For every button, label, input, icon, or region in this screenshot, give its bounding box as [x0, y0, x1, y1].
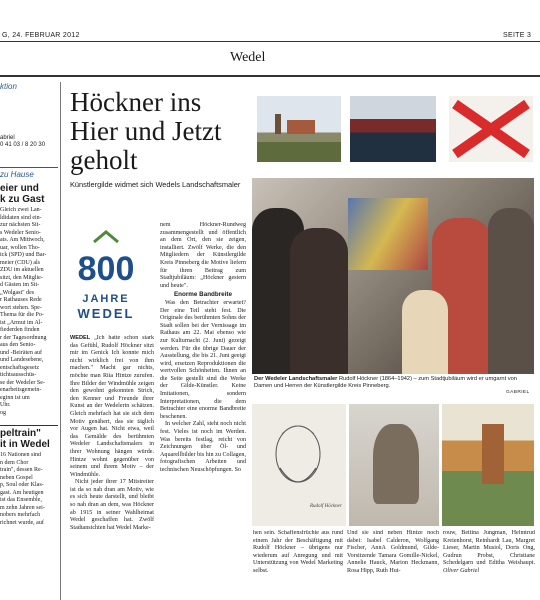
sculpture-shape — [373, 424, 419, 504]
person-silhouette — [290, 228, 348, 374]
article-column-2: nem Höckner-Rundweg zusammengestellt und öffentlich an dem Ort, den sie zeigen, installiert. Zwölf Werke, die den Mitgliedern der Künstlergilde Kreis Pinneberg die Motive liefern für ihren Beitrag zum Stadtjubiläum: „Höckner gestern und heute". Enorme Bandbreite Was den Betrachter erwartet? Der eine Teil steht fest. Die Originale des berühmten Sohns der Stadt sollen bei der Vernissage im Rathaus am 22. Mai ebenso wie zur Kulturnacht (2. Juni) gezeigt werden. Für die übrige Dauer der Ausstellung, die bis 21. Juni geeigt wird, ersetzen Reproduktionen die wertvollen Schönheiten. Ihnen an die Seite gestellt sind die Werke der Gilde-Künstler. Keine Imitationen, sondern Interpretationen, die dem Betrachter eine enorme Bandbreite beschenen. In welcher Zahl, steht noch nicht fest. Vieles ist noch im Werden. Was bereits festlag, reicht von Zeichnungen über Öl- und Aquarellbilder bis hin zu Collagen, fotografischen Arbeiten und technischen Neuschöpfungen. So — [160, 222, 246, 473]
left-body-2 — [0, 452, 58, 527]
logo-number-graphic — [72, 228, 140, 288]
contact-name: abriel — [0, 135, 15, 141]
left-body-line: ist „Armut im Al- — [0, 319, 43, 326]
left-body-line: eginn ist um — [0, 394, 30, 401]
painting-thumbnail-2 — [350, 96, 436, 162]
group-photo — [252, 178, 534, 374]
photo-caption: Der Wedeler Landschaftsmaler Rudolf Höckner (1864–1942) – zum Stadtjubiläum wird er umgarnt von Damen und Herren der Künstlergilde Kreis Pinneberg. — [254, 376, 517, 389]
svg-text:800: 800 — [77, 250, 135, 288]
left-body-line: ats. Am Mittwoch, — [0, 237, 45, 243]
left-headline-2: peltrain" it in Wedel — [0, 425, 58, 450]
left-headline-1: eier und k zu Gast — [0, 183, 45, 205]
left-body-line: ick (SPD) und Bar- — [0, 252, 47, 258]
left-body-line: zur nächsten Sit- — [0, 222, 41, 228]
section-title: Wedel — [230, 50, 266, 65]
painting-thumbnail-3 — [449, 96, 533, 162]
left-body-line: entschaftsgesetz — [0, 364, 39, 371]
article-column-5: rouw, Bettina Jungman, Helmtrud Kreienhorst, Reinhardt Lau, Margret Lieser, Martin Musiol, Doris Ong, Gudrun Probst, Christiane Schedelgarn und Editha Weishaupt. Oliver Gabriel — [443, 530, 535, 574]
left-body-line: sitzt, den Mitglie- — [0, 274, 43, 281]
painting-figure-shape — [482, 424, 504, 484]
left-body-line: meier (CDU) als — [0, 259, 40, 266]
page-number: SEITE 3 — [503, 32, 532, 39]
logo-word-jahre: JAHRE — [82, 293, 130, 305]
left-body-line: Gleich zwei Lan- — [0, 207, 42, 213]
left-body-line: 16 Nationen sind — [0, 452, 41, 458]
left-body-line: Thema für die Po- — [0, 312, 44, 318]
painting-on-easel — [348, 198, 428, 270]
left-body-line: se der Wedeler Se- — [0, 379, 45, 386]
left-body-line: p, Soul oder Klas- — [0, 482, 44, 488]
wedel-800-logo — [72, 228, 140, 330]
kicker-home: zu Hause — [0, 167, 58, 179]
sculpture-image — [349, 404, 439, 526]
red-x-mark — [449, 96, 533, 162]
sketch-signature: Rudolf Höckner — [310, 504, 342, 509]
contact-phone: 0 41 03 / 8 20 30 — [0, 142, 46, 148]
person-silhouette — [402, 290, 448, 374]
article-headline: Höckner ins Hier und Jetzt geholt — [70, 87, 222, 175]
left-body-line: Uhr. — [0, 402, 11, 408]
houses-shape — [287, 120, 315, 134]
left-body-line: d Gästen im Sit- — [0, 282, 40, 288]
left-body-line: tichtsausschüs- — [0, 372, 37, 378]
left-body-line: wort stehen. Spe- — [0, 304, 42, 311]
left-column — [0, 82, 58, 600]
left-body-line: gast. Am heutigen — [0, 489, 44, 496]
kicker: ktion — [0, 82, 17, 91]
left-body-1 — [0, 207, 58, 417]
left-body-line: train", dessen Re- — [0, 467, 43, 473]
left-body-line: s Wedeler Senio- — [0, 229, 41, 236]
left-body-line: r der Tagesordnung — [0, 334, 47, 341]
header-rule — [0, 41, 540, 42]
left-body-line: enarbeitsgemein- — [0, 387, 42, 393]
left-body-line: „Wolgast" des — [0, 289, 35, 296]
left-body-line: aus den Senio- — [0, 342, 36, 348]
left-body-line: und -Beiräten auf — [0, 349, 42, 356]
left-body-line: und Landesebene, — [0, 357, 44, 363]
left-body-line: uar, wollen Tho- — [0, 244, 40, 251]
left-body-line: neben Gospel — [0, 474, 33, 481]
section-rule — [0, 75, 540, 77]
left-body-line: og — [0, 409, 6, 416]
left-body-line: richnet wurde, auf — [0, 519, 44, 526]
painting-thumbnail-1 — [257, 96, 341, 162]
issue-date: G, 24. FEBRUAR 2012 — [2, 32, 80, 39]
logo-word-wedel: WEDEL — [77, 306, 135, 321]
left-body-line: nobers mehrfach — [0, 512, 41, 518]
author-byline: Oliver Gabriel — [443, 567, 480, 574]
left-body-line: ldidaten sind ein- — [0, 214, 42, 221]
person-silhouette — [488, 208, 534, 374]
left-body-line: n dem Chor — [0, 459, 29, 466]
left-body-line: ist das Ensemble, — [0, 497, 42, 503]
article-subhead: Künstlergilde widmet sich Wedels Landschaftsmaler — [70, 180, 241, 189]
left-body-line: ZDU im aktuellen — [0, 267, 44, 273]
sketch-image — [252, 404, 346, 526]
article-column-3: hen sein. Schaffensfrüchte aus rund einem Jahr der Beschäftigung mit Rudolf Höckner – übrigens nur wiederum auf Anregung und mit Unterstützung von Wedel Marketing selbst. — [253, 530, 343, 574]
left-body-line: fiederden finden — [0, 327, 40, 333]
painting-image — [442, 404, 534, 526]
article-column-1: WEDEL „Ich hatte schon stark das Gefühl, Rudolf Höckner sitzt mir im Genick Ich konnte mich nicht wirklich frei von ihm machen." Macht gar nichts, möchte man Rita Hintze zurufen. Ihre Bilder der Windmühle zeigen den gewohnt gekonnten Strich, den Kenner und Freunde ihrer Kunst an der Wedelerin schätzen. Gleich mehrfach hat sie sich dem Motiv genähert, das sie täglich vor Augen hat. Nicht etwa, weil das Gemälde des berühmten Wedeler Landschaftsmalers in ihrer Wohnung hängen würde. Hintze wohnt gegenüber von seinem und ihrem Motiv – der Windmühle. Nicht jeder ihrer 17 Mitstreiter ist da so nah dran am Motiv, wie es sich heute darstellt, und bleibt so nah dran an dem, was Höckner ab 1915 in seiner Wahlheimat Wedel geschaffen hat. Zwölf Stadtansichten hat Wedel Marke- — [70, 335, 154, 531]
column-divider — [60, 82, 61, 600]
article-column-4: Und sie sind neben Hintze noch dabei: Isabel Calderon, Wolfgang Fischer, AnnA Goldmund, Gilde-Vorsitzende Tamara Gomille-Nickel, Annelie Hauck, Marion Heckmann, Rosa Hipp, Ruth Hut- — [347, 530, 439, 574]
left-body-line: m zehn Jahren sei- — [0, 504, 45, 511]
left-body-line: r Rathauses Rede — [0, 297, 42, 303]
church-tower-shape — [275, 114, 281, 134]
photo-credit: GABRIEL — [506, 390, 530, 395]
